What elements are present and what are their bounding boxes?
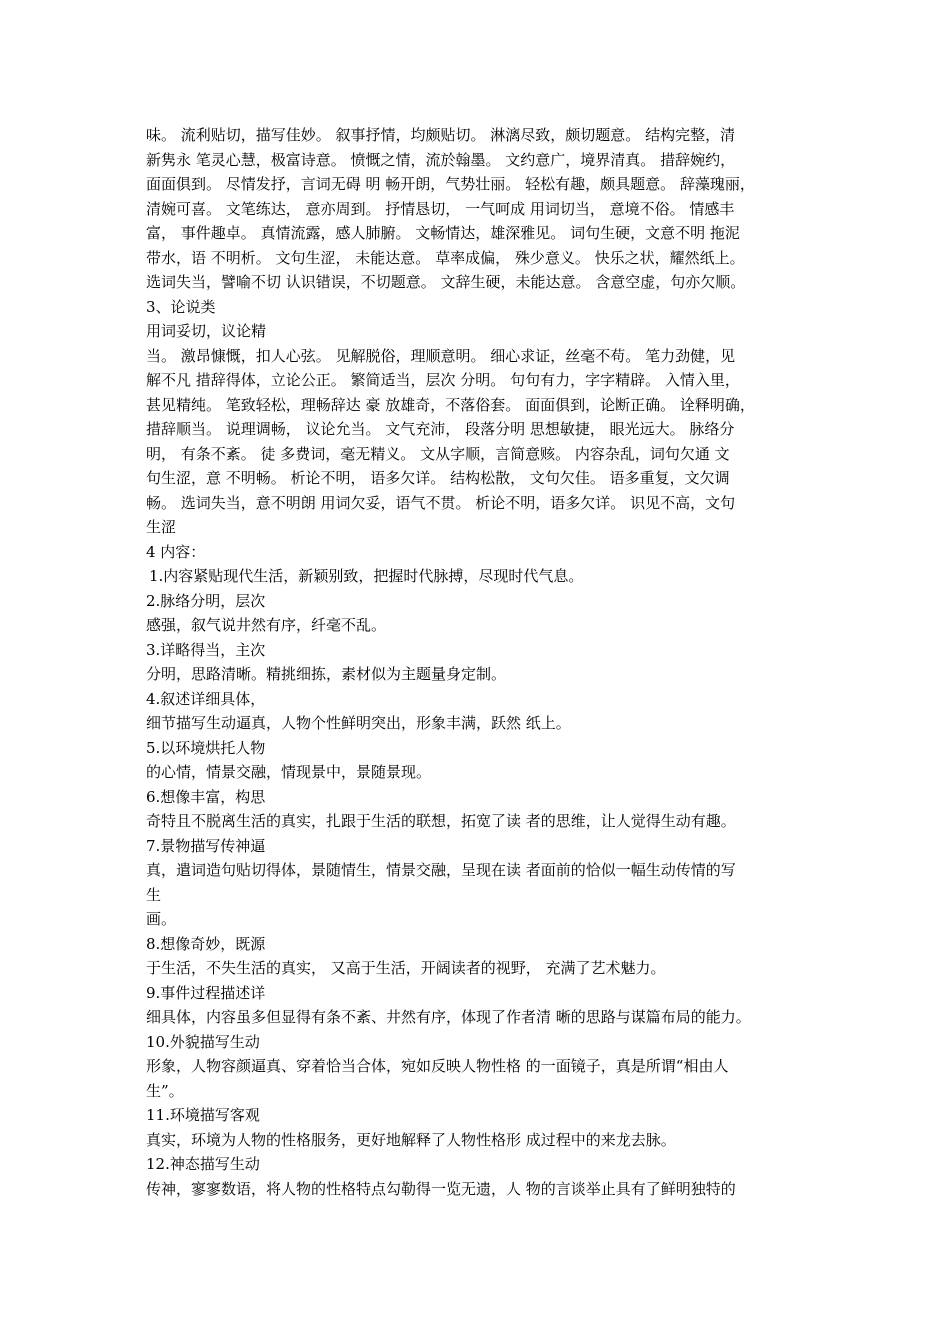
section-heading: 3、论说类 — [146, 297, 216, 316]
text-line: 面面俱到。 尽情发抒，言词无碍 明 畅开朗，气势壮丽。 轻松有趣，颇具题意。 辞藻瑰丽， — [146, 175, 755, 193]
text-line: 味。 流利贴切，描写佳妙。 叙事抒情，均颇贴切。 淋漓尽致，颇切题意。 结构完整，清 — [146, 126, 736, 144]
text-line: 解不凡 措辞得体，立论公正。 繁简适当，层次 分明。 句句有力，字字精辟。 入情入里， — [146, 371, 740, 389]
text-line: 感强，叙气说井然有序，纤毫不乱。 — [146, 616, 387, 634]
list-item: 5.以环境烘托人物 — [146, 738, 266, 757]
section-heading: 4 内容： — [146, 542, 206, 561]
list-item: 8.想像奇妙，既源 — [146, 934, 266, 953]
list-item: 3.详略得当，主次 — [146, 640, 266, 659]
text-line: 分明，思路清晰。精挑细拣，素材似为主题量身定制。 — [146, 665, 507, 683]
list-item: 10.外貌描写生动 — [146, 1032, 260, 1051]
text-line: 传神，寥寥数语，将人物的性格特点勾勒得一览无遗，人 物的言谈举止具有了鲜明独特的 — [146, 1179, 736, 1198]
list-item: 11.环境描写客观 — [146, 1106, 260, 1124]
text-line: 生 — [146, 885, 162, 904]
text-line: 选词失当，譬喻不切 认识错误，不切题意。 文辞生硬，未能达意。 含意空虚，句亦欠顺。 — [146, 273, 746, 291]
list-item: 4.叙述详细具体， — [146, 689, 266, 708]
list-item: 2.脉络分明，层次 — [146, 591, 266, 610]
text-line: 清婉可喜。 文笔练达， 意亦周到。 抒情恳切， 一气呵成 用词切当， 意境不俗。 情感丰 — [146, 199, 735, 218]
text-line: 带水，语 不明析。 文句生涩， 未能达意。 草率成偏， 殊少意义。 快乐之状，耀然纸上。 — [146, 248, 745, 267]
text-line: 真，遣词造句贴切得体，景随情生，情景交融，呈现在读 者面前的恰似一幅生动传情的写 — [146, 861, 736, 879]
list-item: 1.内容紧贴现代生活，新颖别致，把握时代脉搏，尽现时代气息。 — [149, 567, 584, 585]
text-line: 形象，人物容颜逼真、穿着恰当合体，宛如反映人物性格 的一面镜子，真是所谓“相由人 — [146, 1057, 729, 1075]
text-line: 畅。 选词失当，意不明朗 用词欠妥，语气不贯。 析论不明，语多欠详。 识见不高，文句 — [146, 493, 736, 512]
list-item: 9.事件过程描述详 — [146, 983, 266, 1002]
text-line: 画。 — [146, 910, 177, 928]
text-line: 细节描写生动逼真，人物个性鲜明突出，形象丰满，跃然 纸上。 — [146, 714, 571, 732]
text-line: 的心情，情景交融，情现景中，景随景现。 — [146, 763, 432, 781]
text-line: 明， 有条不紊。 徒 多费词，毫无精义。 文从字顺，言简意赅。 内容杂乱，词句欠通 文 — [146, 444, 730, 463]
list-item: 7.景物描写传神逼 — [146, 836, 266, 855]
text-line: 用词妥切，议论精 — [146, 322, 267, 340]
text-line: 新隽永 笔灵心慧，极富诗意。 愤慨之情，流於翰墨。 文约意广，境界清真。 措辞婉约， — [146, 150, 736, 169]
document-body — [146, 123, 826, 1201]
text-line: 奇特且不脱离生活的真实，扎跟于生活的联想，拓宽了读 者的思维，让人觉得生动有趣。 — [146, 812, 736, 830]
text-line: 富， 事件趣卓。 真情流露，感人肺腑。 文畅情达，雄深雅见。 词句生硬，文意不明 拖泥 — [146, 224, 740, 242]
text-line: 生”。 — [146, 1081, 184, 1100]
text-line: 真实，环境为人物的性格服务，更好地解释了人物性格形 成过程中的来龙去脉。 — [146, 1130, 676, 1149]
text-line: 甚见精纯。 笔致轻松，理畅辞达 豪 放雄奇，不落俗套。 面面俱到，论断正确。 诠释明确， — [146, 395, 755, 414]
text-line: 于生活，不失生活的真实， 又高于生活，开阔读者的视野， 充满了艺术魅力。 — [146, 959, 666, 977]
text-line: 句生涩，意 不明畅。 析论不明， 语多欠详。 结构松散， 文句欠佳。 语多重复，文欠调 — [146, 469, 730, 487]
text-line: 措辞顺当。 说理调畅， 议论允当。 文气充沛， 段落分明 思想敏捷， 眼光远大。 脉络分 — [146, 420, 735, 438]
list-item: 6.想像丰富，构思 — [146, 787, 266, 806]
text-line: 生涩 — [146, 518, 177, 536]
list-item: 12.神态描写生动 — [146, 1155, 260, 1173]
text-line: 当。 激昂慷慨，扣人心弦。 见解脱俗，理顺意明。 细心求证，丝毫不苟。 笔力劲健，见 — [146, 346, 736, 365]
text-line: 细具体，内容虽多但显得有条不紊、井然有序，体现了作者清 晰的思路与谋篇布局的能力。 — [146, 1008, 751, 1026]
